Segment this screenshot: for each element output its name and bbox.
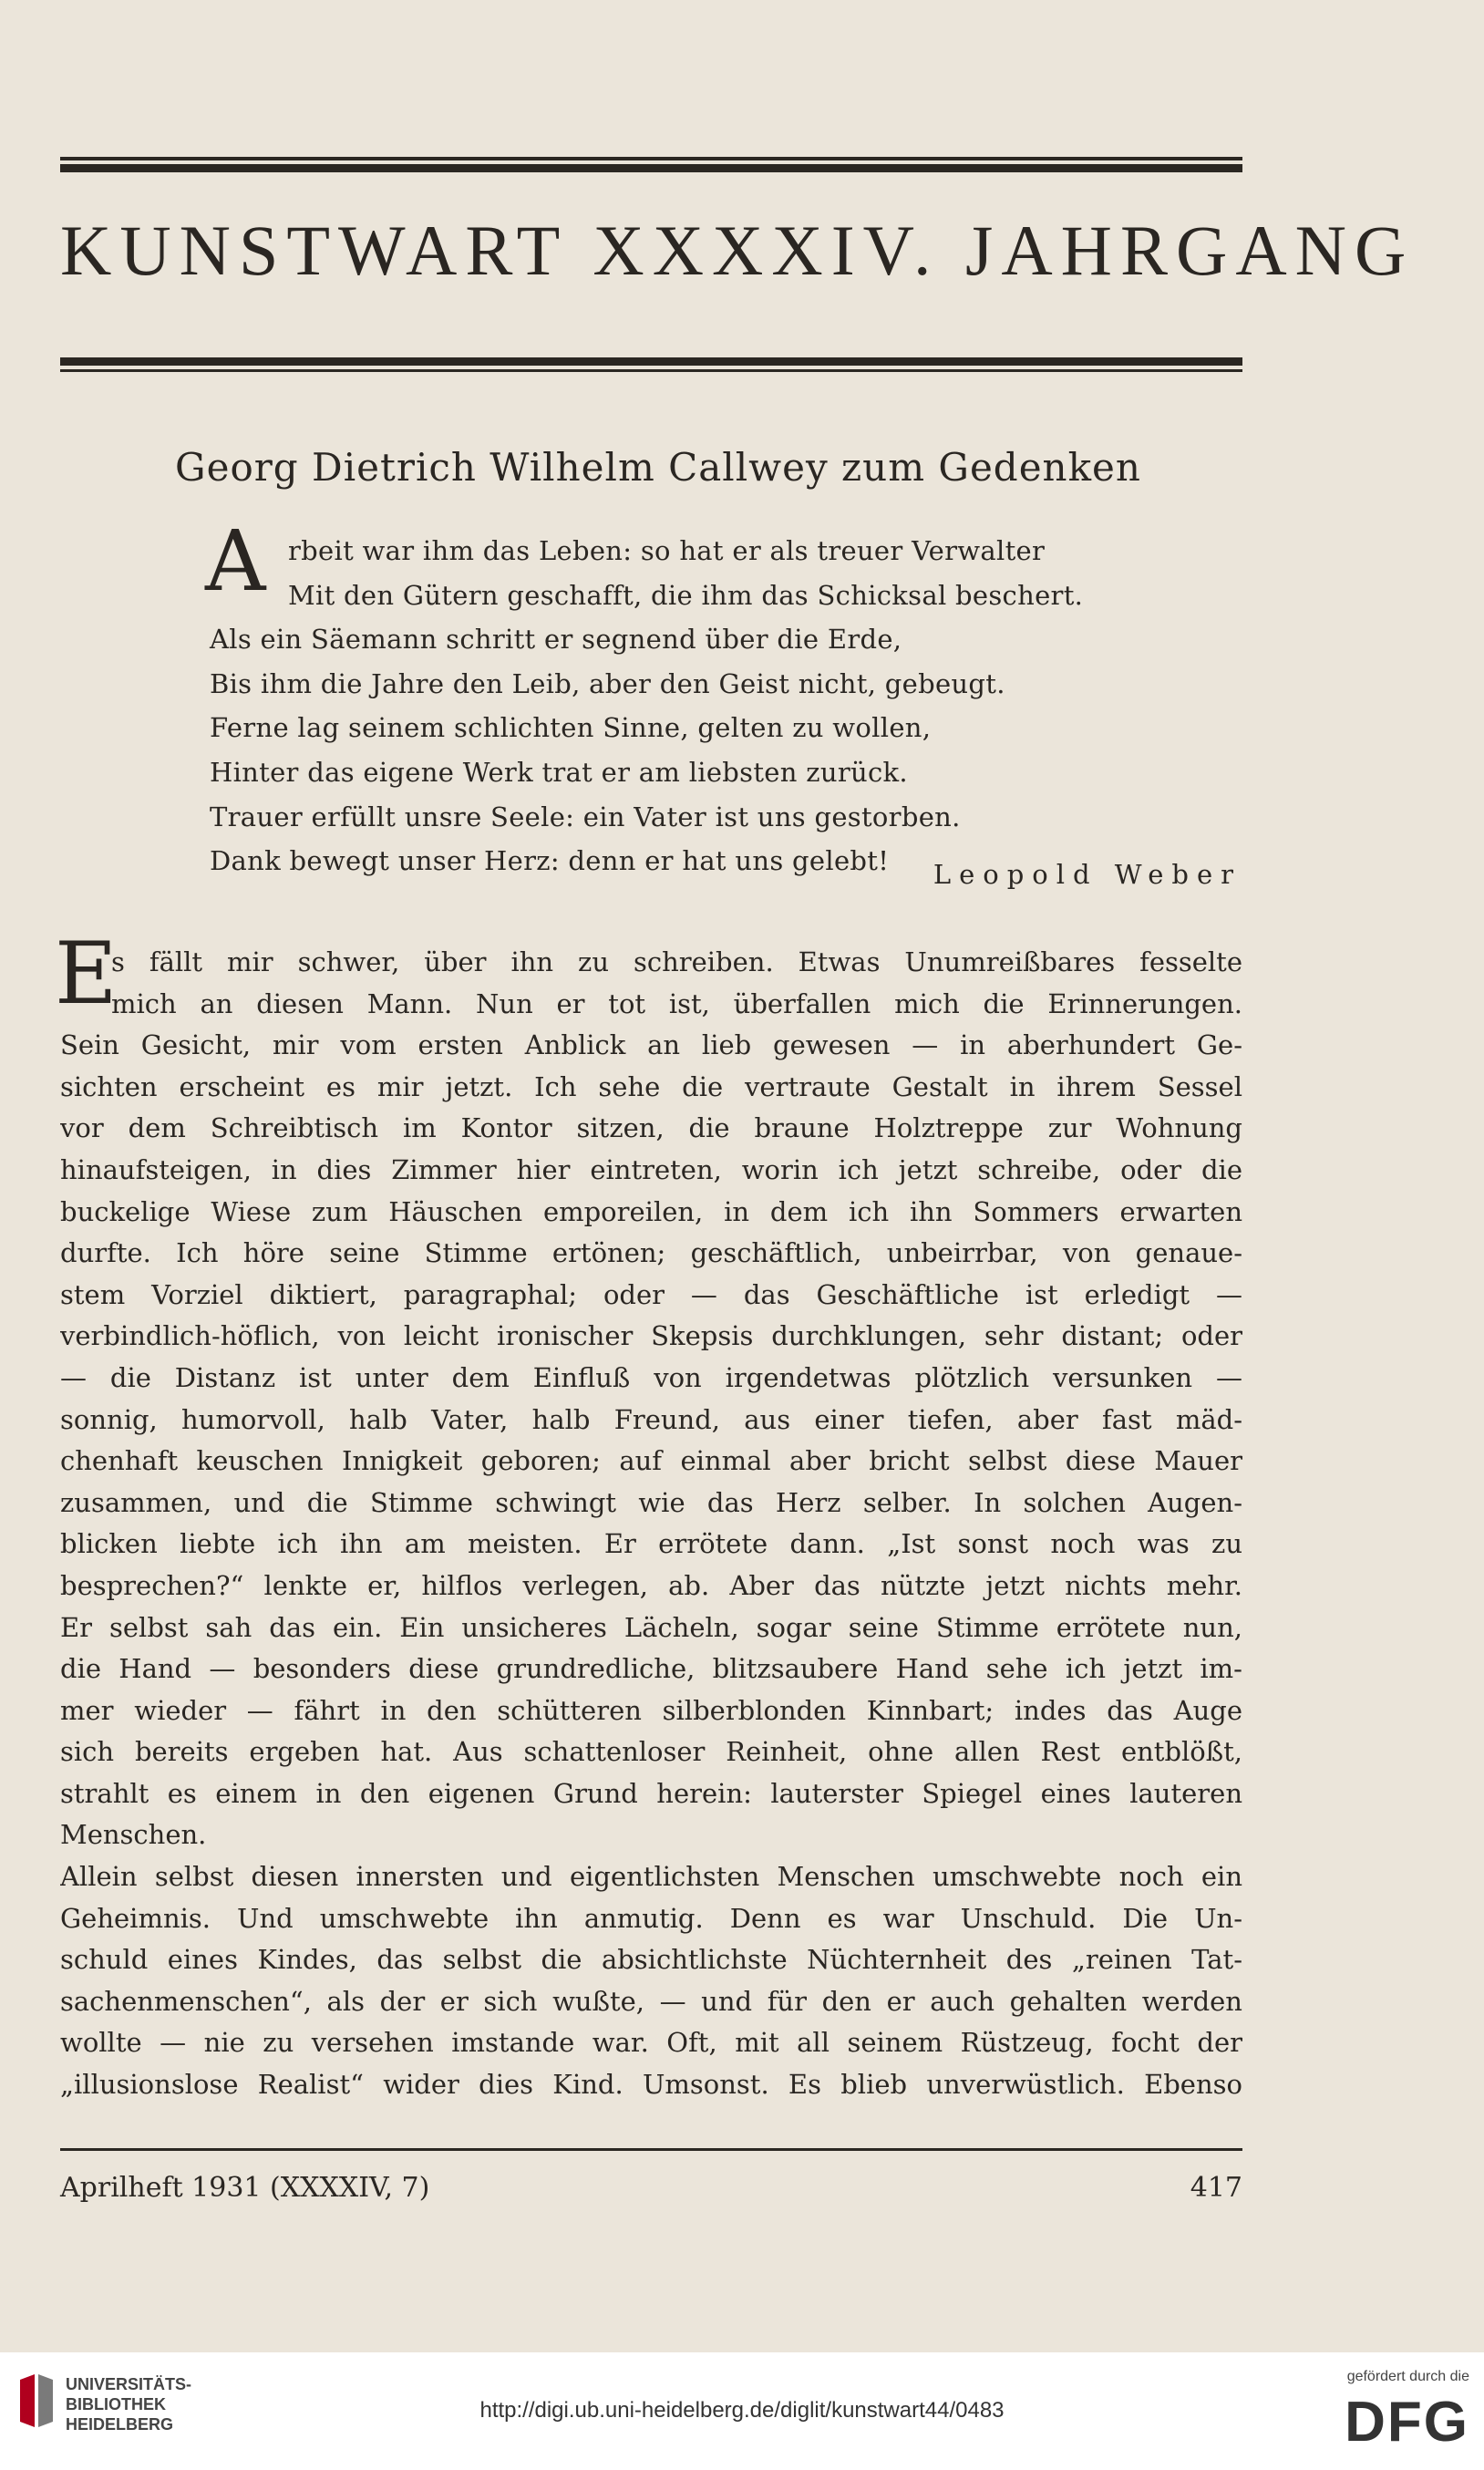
poem-line: Bis ihm die Jahre den Leib, aber den Geist nicht, gebeugt. [210, 667, 1005, 699]
article-body [60, 942, 1242, 2106]
poem-line: Trauer erfüllt unsre Seele: ein Vater ist uns gestorben. [210, 801, 961, 832]
prose-line: mer wieder — fährt in den schütteren silberblonden Kinnbart; indes das Auge [60, 1694, 1242, 1726]
prose-line: Er selbst sah das ein. Ein unsicheres Lächeln, sogar seine Stimme errötete nun, [60, 1611, 1242, 1643]
prose-line: sachenmenschen“, als der er sich wußte, — und für den er auch gehalten werden [60, 1985, 1242, 2017]
prose-line: buckelige Wiese zum Häuschen emporeilen, in dem ich ihn Sommers erwarten [60, 1195, 1242, 1227]
prose-line: mich an diesen Mann. Nun er tot ist, überfallen mich die Erinnerungen. [111, 987, 1242, 1019]
prose-line: — die Distanz ist unter dem Einfluß von irgendetwas plötzlich versunken — [60, 1361, 1242, 1393]
prose-line: durfte. Ich höre seine Stimme ertönen; geschäftlich, unbeirrbar, von genaue- [60, 1237, 1242, 1269]
prose-line: „illusionslose Realist“ wider dies Kind. Umsonst. Es blieb unverwüstlich. Ebenso [60, 2069, 1242, 2101]
poem-line: Ferne lag seinem schlichten Sinne, gelten zu wollen, [210, 712, 932, 744]
library-name-line: BIBLIOTHEK [66, 2395, 166, 2413]
library-name-line: UNIVERSITÄTS- [66, 2375, 192, 2393]
prose-line: besprechen?“ lenkte er, hilflos verlegen, ab. Aber das nützte jetzt nichts mehr. [60, 1569, 1242, 1601]
prose-line: die Hand — besonders diese grundredliche, blitzsaubere Hand sehe ich jetzt im- [60, 1653, 1242, 1685]
poem-line: Als ein Säemann schritt er segnend über die Erde, [210, 624, 902, 656]
poem-body [210, 529, 1176, 884]
prose-line: verbindlich-höflich, von leicht ironischer Skepsis durchklungen, sehr distant; oder [60, 1320, 1242, 1352]
digitization-footer-bar [0, 2352, 1484, 2470]
prose-line: schuld eines Kindes, das selbst die absichtlichste Nüchternheit des „reinen Tat- [60, 1944, 1242, 1976]
library-name-line: HEIDELBERG [66, 2415, 174, 2434]
prose-line: strahlt es einem in den eigenen Grund herein: lauterster Spiegel eines lauteren [60, 1777, 1242, 1809]
prose-line: chenhaft keuschen Innigkeit geboren; auf einmal aber bricht selbst diese Mauer [60, 1445, 1242, 1477]
prose-line: s fällt mir schwer, über ihn zu schreiben. Etwas Unumreißbares fesselte [111, 946, 1242, 977]
page-number: 417 [1190, 2172, 1242, 2204]
prose-line: Geheimnis. Und umschwebte ihn anmutig. Denn es war Unschuld. Die Un- [60, 1902, 1242, 1934]
prose-line: wollte — nie zu versehen imstande war. Oft, mit all seinem Rüstzeug, focht der [60, 2027, 1242, 2059]
prose-line: Allein selbst diesen innersten und eigentlichsten Menschen umschwebte noch ein [60, 1861, 1242, 1893]
poem-title: Georg Dietrich Wilhelm Callwey zum Gedenken [175, 445, 1141, 490]
sponsor-text: gefördert durch die [1346, 2369, 1469, 2384]
prose-line: zusammen, und die Stimme schwingt wie das Herz selber. In solchen Augen- [60, 1486, 1242, 1518]
prose-line: Sein Gesicht, mir vom ersten Anblick an lieb gewesen — in aberhundert Ge- [60, 1029, 1242, 1061]
prose-line: Menschen. [60, 1819, 207, 1851]
poem-line: Hinter das eigene Werk trat er am liebsten zurück. [210, 756, 908, 788]
source-url-link[interactable]: http://digi.ub.uni-heidelberg.de/diglit/kunstwart44/0483 [479, 2398, 1005, 2423]
header-rule-thick [60, 357, 1242, 366]
footer-rule [60, 2148, 1242, 2151]
top-rule-thin [60, 157, 1242, 160]
issue-label: Aprilheft 1931 (XXXXIV, 7) [60, 2172, 430, 2204]
prose-line: vor dem Schreibtisch im Kontor sitzen, die braune Holztreppe zur Wohnung [60, 1112, 1242, 1144]
prose-line: hinaufsteigen, in dies Zimmer hier eintreten, worin ich jetzt schreibe, oder die [60, 1153, 1242, 1185]
poem-initial-letter: A [205, 512, 266, 610]
dfg-logo: DFG [1345, 2391, 1469, 2454]
poem-line: Dank bewegt unser Herz: denn er hat uns gelebt! [210, 845, 890, 877]
prose-line: sonnig, humorvoll, halb Vater, halb Freund, aus einer tiefen, aber fast mäd- [60, 1403, 1242, 1435]
prose-line: sichten erscheint es mir jetzt. Ich sehe die vertraute Gestalt in ihrem Sessel [60, 1070, 1242, 1102]
prose-line: sich bereits ergeben hat. Aus schattenloser Reinheit, ohne allen Rest entblößt, [60, 1736, 1242, 1768]
poem-line: Mit den Gütern geschafft, die ihm das Schicksal beschert. [288, 579, 1084, 611]
poem-author: Leopold Weber [933, 859, 1242, 890]
prose-line: stem Vorziel diktiert, paragraphal; oder — das Geschäftliche ist erledigt — [60, 1278, 1242, 1310]
journal-header-title: KUNSTWART XXXXIV. JAHRGANG [60, 211, 1415, 290]
poem-line: rbeit war ihm das Leben: so hat er als treuer Verwalter [288, 535, 1046, 566]
top-rule-thick [60, 164, 1242, 172]
header-rule-thin [60, 369, 1242, 372]
prose-initial-letter: E [55, 925, 118, 1024]
prose-line: blicken liebte ich ihn am meisten. Er errötete dann. „Ist sonst noch was zu [60, 1528, 1242, 1560]
